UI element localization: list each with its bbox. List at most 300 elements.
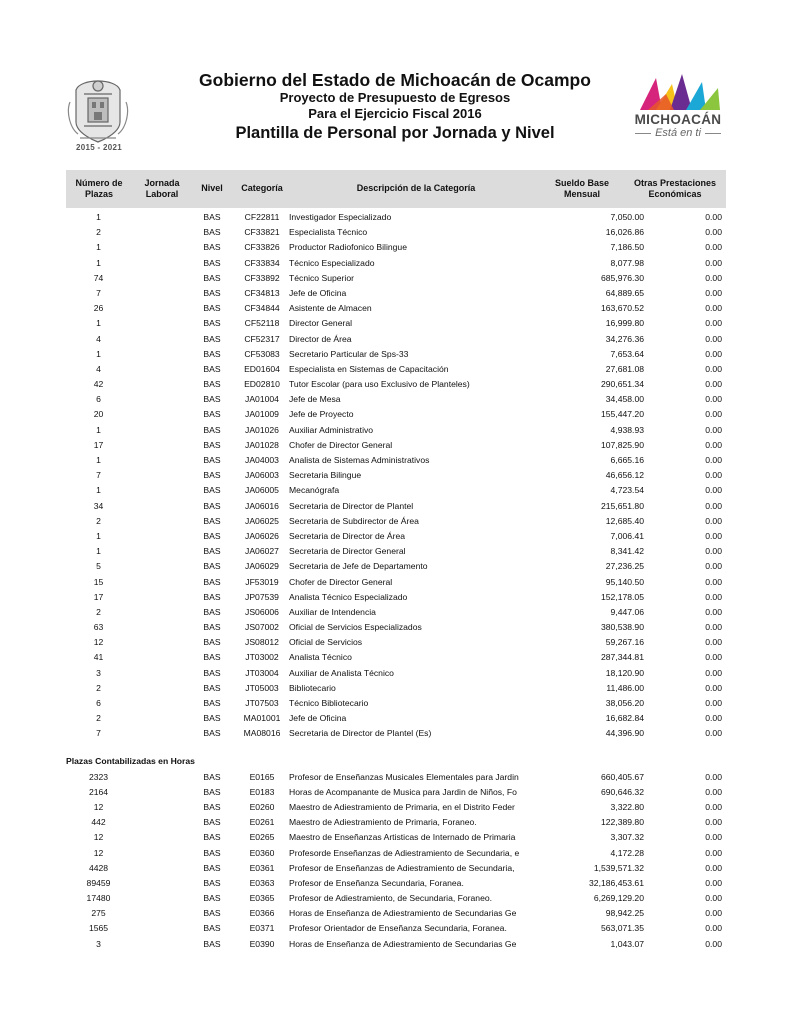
cell-num: 42 xyxy=(93,379,104,390)
cell-num: 17 xyxy=(93,439,104,450)
cell-descripcion: Horas de Enseñanza de Adiestramiento de Secundarias Ge xyxy=(289,938,517,949)
cell-nivel: BAS xyxy=(203,242,221,253)
cell-descripcion: Tutor Escolar (para uso Exclusivo de Planteles) xyxy=(289,379,470,390)
table-row xyxy=(66,286,726,301)
cell-nivel: BAS xyxy=(203,212,221,222)
cell-nivel: BAS xyxy=(203,333,221,344)
cell-num: 2 xyxy=(96,227,101,238)
cell-nivel: BAS xyxy=(203,877,221,888)
cell-otras: 0.00 xyxy=(705,561,722,572)
cell-otras: 0.00 xyxy=(705,847,722,858)
cell-categoria: JA06026 xyxy=(245,530,279,541)
cell-otras: 0.00 xyxy=(705,394,722,405)
cell-descripcion: Profesor de Enseñanzas de Adiestramiento de Secundaria, xyxy=(289,862,515,873)
cell-categoria: E0371 xyxy=(249,923,275,934)
logo-tagline: Está en ti xyxy=(622,127,734,139)
cell-otras: 0.00 xyxy=(705,379,722,390)
cell-descripcion: Maestro de Adiestramiento de Primaria, Foraneo. xyxy=(289,817,477,828)
cell-otras: 0.00 xyxy=(705,667,722,678)
cell-categoria: E0260 xyxy=(249,801,275,812)
cell-descripcion: Jefe de Oficina xyxy=(289,713,347,724)
cell-categoria: E0165 xyxy=(249,771,275,782)
page-title: Gobierno del Estado de Michoacán de Ocampo xyxy=(199,70,591,90)
cell-num: 1 xyxy=(96,546,101,557)
cell-categoria: CF34813 xyxy=(244,287,280,298)
cell-sueldo: 8,341.42 xyxy=(610,546,644,557)
cell-otras: 0.00 xyxy=(705,771,722,782)
table-row xyxy=(66,559,726,574)
cell-otras: 0.00 xyxy=(705,698,722,708)
cell-sueldo: 107,825.90 xyxy=(600,439,644,450)
cell-categoria: MA08016 xyxy=(243,728,281,739)
document-header xyxy=(0,0,791,165)
cell-num: 6 xyxy=(96,698,101,708)
table-header xyxy=(66,170,726,208)
cell-otras: 0.00 xyxy=(705,363,722,374)
cell-descripcion: Secretaria de Director de Área xyxy=(289,530,406,541)
cell-descripcion: Auxiliar Administrativo xyxy=(289,424,374,435)
cell-sueldo: 3,322.80 xyxy=(610,801,644,812)
cell-descripcion: Auxiliar de Analista Técnico xyxy=(289,667,394,678)
table-row xyxy=(66,271,726,286)
cell-nivel: BAS xyxy=(203,272,221,283)
cell-nivel: BAS xyxy=(203,847,221,858)
cell-nivel: BAS xyxy=(203,862,221,873)
cell-categoria: E0390 xyxy=(249,938,275,949)
cell-nivel: BAS xyxy=(203,576,221,587)
cell-otras: 0.00 xyxy=(705,227,722,238)
cell-sueldo: 6,665.16 xyxy=(610,455,644,465)
cell-categoria: CF33892 xyxy=(244,272,280,283)
cell-categoria: MA01001 xyxy=(243,713,281,724)
cell-sueldo: 64,889.65 xyxy=(605,287,644,298)
cell-sueldo: 563,071.35 xyxy=(600,923,644,934)
cell-nivel: BAS xyxy=(203,227,221,238)
cell-sueldo: 44,396.90 xyxy=(605,728,644,739)
cell-num: 12 xyxy=(93,847,104,858)
table-row xyxy=(66,906,726,921)
table-row xyxy=(66,256,726,271)
cell-descripcion: Jefe de Oficina xyxy=(289,287,347,298)
table-row xyxy=(66,483,726,498)
cell-nivel: BAS xyxy=(203,817,221,828)
cell-otras: 0.00 xyxy=(705,606,722,617)
cell-nivel: BAS xyxy=(203,515,221,526)
cell-descripcion: Técnico Superior xyxy=(289,272,354,283)
table-body xyxy=(66,210,726,952)
page-subtitle-year: Para el Ejercicio Fiscal 2016 xyxy=(308,106,482,121)
table-row xyxy=(66,362,726,377)
cell-num: 3 xyxy=(96,938,101,949)
cell-num: 1 xyxy=(96,455,101,465)
table-row xyxy=(66,514,726,529)
cell-num: 275 xyxy=(91,908,106,919)
cell-num: 15 xyxy=(93,576,104,587)
cell-nivel: BAS xyxy=(203,257,221,268)
cell-categoria: JS06006 xyxy=(245,606,279,617)
table-row xyxy=(66,876,726,891)
cell-descripcion: Secretaria Bilingue xyxy=(289,470,362,481)
cell-otras: 0.00 xyxy=(705,908,722,919)
cell-sueldo: 12,685.40 xyxy=(605,515,644,526)
cell-sueldo: 215,651.80 xyxy=(600,500,644,511)
cell-categoria: JA01004 xyxy=(245,394,279,405)
cell-num: 3 xyxy=(96,667,101,678)
cell-sueldo: 287,344.81 xyxy=(600,652,644,663)
table-row xyxy=(66,332,726,347)
cell-sueldo: 7,653.64 xyxy=(610,348,644,359)
cell-sueldo: 59,267.16 xyxy=(605,637,644,648)
cell-sueldo: 163,670.52 xyxy=(600,303,644,314)
cell-otras: 0.00 xyxy=(705,832,722,843)
cell-otras: 0.00 xyxy=(705,682,722,693)
cell-otras: 0.00 xyxy=(705,333,722,344)
cell-nivel: BAS xyxy=(203,379,221,390)
cell-num: 2 xyxy=(96,606,101,617)
cell-descripcion: Asistente de Almacen xyxy=(289,303,372,314)
cell-num: 1 xyxy=(96,212,101,222)
cell-descripcion: Auxiliar de Intendencia xyxy=(289,606,376,617)
cell-num: 4428 xyxy=(88,862,109,873)
title-block xyxy=(170,70,620,144)
cell-nivel: BAS xyxy=(203,455,221,465)
cell-categoria: E0183 xyxy=(249,786,275,797)
cell-nivel: BAS xyxy=(203,424,221,435)
cell-nivel: BAS xyxy=(203,485,221,496)
cell-otras: 0.00 xyxy=(705,303,722,314)
cell-num: 2 xyxy=(96,713,101,724)
table-row xyxy=(66,453,726,468)
cell-num: 2323 xyxy=(88,771,109,782)
cell-descripcion: Oficial de Servicios Especializados xyxy=(289,622,422,633)
cell-nivel: BAS xyxy=(203,303,221,314)
cell-sueldo: 27,236.25 xyxy=(605,561,644,572)
cell-nivel: BAS xyxy=(203,530,221,541)
cell-descripcion: Oficial de Servicios xyxy=(289,637,363,648)
cell-sueldo: 122,389.80 xyxy=(600,817,644,828)
table-row xyxy=(66,711,726,726)
cell-nivel: BAS xyxy=(203,832,221,843)
col-header-nivel: Nivel xyxy=(201,183,223,193)
table-row xyxy=(66,225,726,240)
cell-nivel: BAS xyxy=(203,439,221,450)
cell-categoria: E0265 xyxy=(249,832,275,843)
cell-num: 1 xyxy=(96,424,101,435)
cell-otras: 0.00 xyxy=(705,272,722,283)
logo-wordmark: MICHOACÁN xyxy=(634,112,722,127)
cell-sueldo: 95,140.50 xyxy=(605,576,644,587)
cell-descripcion: Analista Técnico xyxy=(289,652,352,663)
cell-descripcion: Analista Técnico Especializado xyxy=(289,591,408,602)
cell-num: 63 xyxy=(93,622,104,633)
cell-num: 7 xyxy=(96,287,101,298)
cell-otras: 0.00 xyxy=(705,424,722,435)
cell-otras: 0.00 xyxy=(705,923,722,934)
cell-num: 2 xyxy=(96,682,101,693)
cell-sueldo: 152,178.05 xyxy=(600,591,644,602)
cell-sueldo: 1,043.07 xyxy=(610,938,644,949)
cell-descripcion: Secretario Particular de Sps-33 xyxy=(289,348,409,359)
section-title-hours: Plazas Contabilizadas en Horas xyxy=(66,755,195,766)
cell-nivel: BAS xyxy=(203,591,221,602)
cell-otras: 0.00 xyxy=(705,817,722,828)
cell-categoria: JA06027 xyxy=(245,546,279,557)
cell-descripcion: Jefe de Proyecto xyxy=(289,409,354,420)
cell-num: 6 xyxy=(96,394,101,405)
cell-num: 74 xyxy=(93,272,104,283)
cell-sueldo: 155,447.20 xyxy=(600,409,644,420)
cell-num: 1 xyxy=(96,530,101,541)
cell-otras: 0.00 xyxy=(705,348,722,359)
cell-descripcion: Chofer de Director General xyxy=(289,576,393,587)
table-row xyxy=(66,605,726,620)
cell-otras: 0.00 xyxy=(705,591,722,602)
cell-sueldo: 4,938.93 xyxy=(610,424,644,435)
table-row xyxy=(66,347,726,362)
cell-sueldo: 7,006.41 xyxy=(610,530,644,541)
cell-categoria: E0365 xyxy=(249,893,275,904)
cell-sueldo: 290,651.34 xyxy=(600,379,644,390)
table-row xyxy=(66,830,726,845)
cell-num: 7 xyxy=(96,470,101,481)
cell-sueldo: 685,976.30 xyxy=(600,272,644,283)
page-subtitle-staff: Plantilla de Personal por Jornada y Nivel xyxy=(235,124,555,142)
cell-num: 1565 xyxy=(88,923,109,934)
cell-categoria: JT03004 xyxy=(245,667,279,678)
cell-nivel: BAS xyxy=(203,698,221,708)
cell-descripcion: Director de Área xyxy=(289,333,352,344)
table-row xyxy=(66,650,726,665)
cell-categoria: CF53083 xyxy=(244,348,280,359)
cell-categoria: JA06016 xyxy=(245,500,279,511)
cell-descripcion: Horas de Enseñanza de Adiestramiento de Secundarias Ge xyxy=(289,908,517,919)
cell-categoria: JA01026 xyxy=(245,424,279,435)
cell-otras: 0.00 xyxy=(705,728,722,739)
cell-num: 442 xyxy=(91,817,106,828)
cell-categoria: ED01604 xyxy=(244,363,280,374)
cell-sueldo: 1,539,571.32 xyxy=(593,862,644,873)
cell-nivel: BAS xyxy=(203,637,221,648)
cell-nivel: BAS xyxy=(203,561,221,572)
cell-nivel: BAS xyxy=(203,500,221,511)
cell-otras: 0.00 xyxy=(705,500,722,511)
cell-nivel: BAS xyxy=(203,923,221,934)
cell-nivel: BAS xyxy=(203,893,221,904)
table-row xyxy=(66,438,726,453)
cell-categoria: JS08012 xyxy=(245,637,279,648)
cell-sueldo: 18,120.90 xyxy=(605,667,644,678)
cell-categoria: JA01028 xyxy=(245,439,279,450)
cell-num: 26 xyxy=(93,303,104,314)
cell-descripcion: Secretaria de Director de Plantel xyxy=(289,500,414,511)
col-header-otras: Otras Prestaciones Económicas xyxy=(633,178,717,199)
cell-nivel: BAS xyxy=(203,652,221,663)
cell-sueldo: 6,269,129.20 xyxy=(593,893,644,904)
cell-otras: 0.00 xyxy=(705,801,722,812)
cell-num: 2 xyxy=(96,515,101,526)
cell-categoria: JA06029 xyxy=(245,561,279,572)
cell-num: 20 xyxy=(93,409,104,420)
cell-otras: 0.00 xyxy=(705,470,722,481)
cell-descripcion: Profesor Orientador de Enseñanza Secundaria, Foranea. xyxy=(289,923,507,934)
table-row xyxy=(66,921,726,936)
cell-nivel: BAS xyxy=(203,682,221,693)
cell-num: 41 xyxy=(93,652,104,663)
cell-otras: 0.00 xyxy=(705,576,722,587)
cell-nivel: BAS xyxy=(203,771,221,782)
cell-sueldo: 11,486.00 xyxy=(606,682,644,693)
table-row xyxy=(66,210,726,225)
cell-descripcion: Profesorde Enseñanzas de Adiestramiento de Secundaria, e xyxy=(289,847,520,858)
cell-descripcion: Director General xyxy=(289,318,353,329)
cell-num: 4 xyxy=(96,333,101,344)
cell-descripcion: Secretaria de Director General xyxy=(289,546,406,557)
cell-categoria: E0360 xyxy=(249,847,275,858)
table-row xyxy=(66,681,726,696)
state-coat-of-arms-icon xyxy=(66,72,130,152)
cell-descripcion: Jefe de Mesa xyxy=(289,394,341,405)
cell-sueldo: 46,656.12 xyxy=(605,470,644,481)
cell-descripcion: Maestro de Adiestramiento de Primaria, en el Distrito Feder xyxy=(289,801,515,812)
cell-categoria: E0363 xyxy=(249,877,275,888)
cell-categoria: JS07002 xyxy=(245,622,279,633)
col-header-num: Número de Plazas xyxy=(75,178,123,199)
table-row xyxy=(66,590,726,605)
cell-num: 12 xyxy=(93,801,104,812)
cell-categoria: ED02810 xyxy=(244,379,280,390)
table-row xyxy=(66,468,726,483)
cell-nivel: BAS xyxy=(203,786,221,797)
cell-otras: 0.00 xyxy=(705,637,722,648)
cell-descripcion: Mecanógrafa xyxy=(289,485,340,496)
cell-categoria: E0361 xyxy=(249,862,275,873)
cell-descripcion: Especialista Técnico xyxy=(289,227,368,238)
cell-num: 12 xyxy=(93,832,104,843)
cell-otras: 0.00 xyxy=(705,439,722,450)
table-row xyxy=(66,726,726,741)
cell-otras: 0.00 xyxy=(705,786,722,797)
cell-descripcion: Técnico Bibliotecario xyxy=(289,698,369,708)
cell-nivel: BAS xyxy=(203,409,221,420)
cell-num: 4 xyxy=(96,363,101,374)
cell-otras: 0.00 xyxy=(705,622,722,633)
cell-descripcion: Profesor de Enseñanzas Musicales Elementales para Jardin xyxy=(289,771,519,782)
cell-descripcion: Productor Radiofonico Bilingue xyxy=(289,242,407,253)
cell-descripcion: Bibliotecario xyxy=(289,682,336,693)
cell-categoria: JP07539 xyxy=(245,591,279,602)
table-row xyxy=(66,770,726,785)
cell-categoria: CF52317 xyxy=(244,333,280,344)
cell-nivel: BAS xyxy=(203,622,221,633)
cell-descripcion: Maestro de Enseñanzas Artisticas de Internado de Primaria xyxy=(289,832,516,843)
cell-num: 1 xyxy=(96,348,101,359)
table-row xyxy=(66,544,726,559)
cell-sueldo: 690,646.32 xyxy=(600,786,644,797)
col-header-jornada: Jornada Laboral xyxy=(144,178,180,199)
cell-otras: 0.00 xyxy=(705,515,722,526)
cell-nivel: BAS xyxy=(203,728,221,739)
cell-num: 17480 xyxy=(86,893,111,904)
cell-descripcion: Especialista en Sistemas de Capacitación xyxy=(289,363,449,374)
cell-descripcion: Chofer de Director General xyxy=(289,439,393,450)
cell-otras: 0.00 xyxy=(705,938,722,949)
cell-otras: 0.00 xyxy=(705,530,722,541)
cell-categoria: JT07503 xyxy=(245,698,279,708)
cell-otras: 0.00 xyxy=(705,287,722,298)
col-header-categoria: Categoría xyxy=(241,183,283,193)
table-row xyxy=(66,861,726,876)
table-row xyxy=(66,240,726,255)
cell-categoria: JT05003 xyxy=(245,682,279,693)
cell-sueldo: 27,681.08 xyxy=(605,363,644,374)
table-row xyxy=(66,407,726,422)
cell-num: 12 xyxy=(93,637,104,648)
cell-num: 1 xyxy=(96,485,101,496)
col-header-descripcion: Descripción de la Categoría xyxy=(356,183,476,193)
cell-sueldo: 4,723.54 xyxy=(610,485,644,496)
table-row xyxy=(66,891,726,906)
table-row xyxy=(66,696,726,711)
cell-nivel: BAS xyxy=(203,348,221,359)
cell-categoria: CF33821 xyxy=(244,227,280,238)
cell-categoria: JF53019 xyxy=(245,576,279,587)
cell-nivel: BAS xyxy=(203,908,221,919)
cell-descripcion: Secretaria de Subdirector de Área xyxy=(289,515,419,526)
cell-sueldo: 380,538.90 xyxy=(600,622,644,633)
table-row xyxy=(66,785,726,800)
cell-sueldo: 38,056.20 xyxy=(605,698,644,708)
page-subtitle-budget: Proyecto de Presupuesto de Egresos xyxy=(279,90,511,105)
cell-num: 89459 xyxy=(86,877,111,888)
table-row xyxy=(66,815,726,830)
cell-otras: 0.00 xyxy=(705,877,722,888)
cell-otras: 0.00 xyxy=(705,318,722,329)
cell-categoria: JA01009 xyxy=(245,409,279,420)
table-row xyxy=(66,377,726,392)
cell-num: 5 xyxy=(96,561,101,572)
cell-otras: 0.00 xyxy=(705,652,722,663)
cell-otras: 0.00 xyxy=(705,409,722,420)
cell-nivel: BAS xyxy=(203,606,221,617)
table-row xyxy=(66,529,726,544)
col-header-sueldo: Sueldo Base Mensual xyxy=(554,178,610,199)
table-row xyxy=(66,301,726,316)
cell-sueldo: 7,186.50 xyxy=(610,242,644,253)
cell-num: 34 xyxy=(93,500,104,511)
cell-categoria: CF33834 xyxy=(244,257,280,268)
cell-categoria: CF52118 xyxy=(244,318,280,329)
cell-otras: 0.00 xyxy=(705,455,722,465)
cell-otras: 0.00 xyxy=(705,546,722,557)
cell-nivel: BAS xyxy=(203,938,221,949)
cell-categoria: JA06005 xyxy=(245,485,279,496)
cell-descripcion: Secretaria de Director de Plantel (Es) xyxy=(289,728,432,739)
table-row xyxy=(66,499,726,514)
table-row xyxy=(66,423,726,438)
cell-sueldo: 16,999.80 xyxy=(605,318,644,329)
cell-categoria: JT03002 xyxy=(245,652,279,663)
table-row xyxy=(66,846,726,861)
cell-nivel: BAS xyxy=(203,394,221,405)
cell-otras: 0.00 xyxy=(705,893,722,904)
cell-descripcion: Investigador Especializado xyxy=(289,212,392,222)
cell-nivel: BAS xyxy=(203,667,221,678)
seal-years: 2015 - 2021 xyxy=(75,143,122,152)
table-row xyxy=(66,635,726,650)
cell-sueldo: 3,307.32 xyxy=(610,832,644,843)
cell-categoria: CF22811 xyxy=(244,212,280,222)
cell-categoria: JA06003 xyxy=(245,470,279,481)
